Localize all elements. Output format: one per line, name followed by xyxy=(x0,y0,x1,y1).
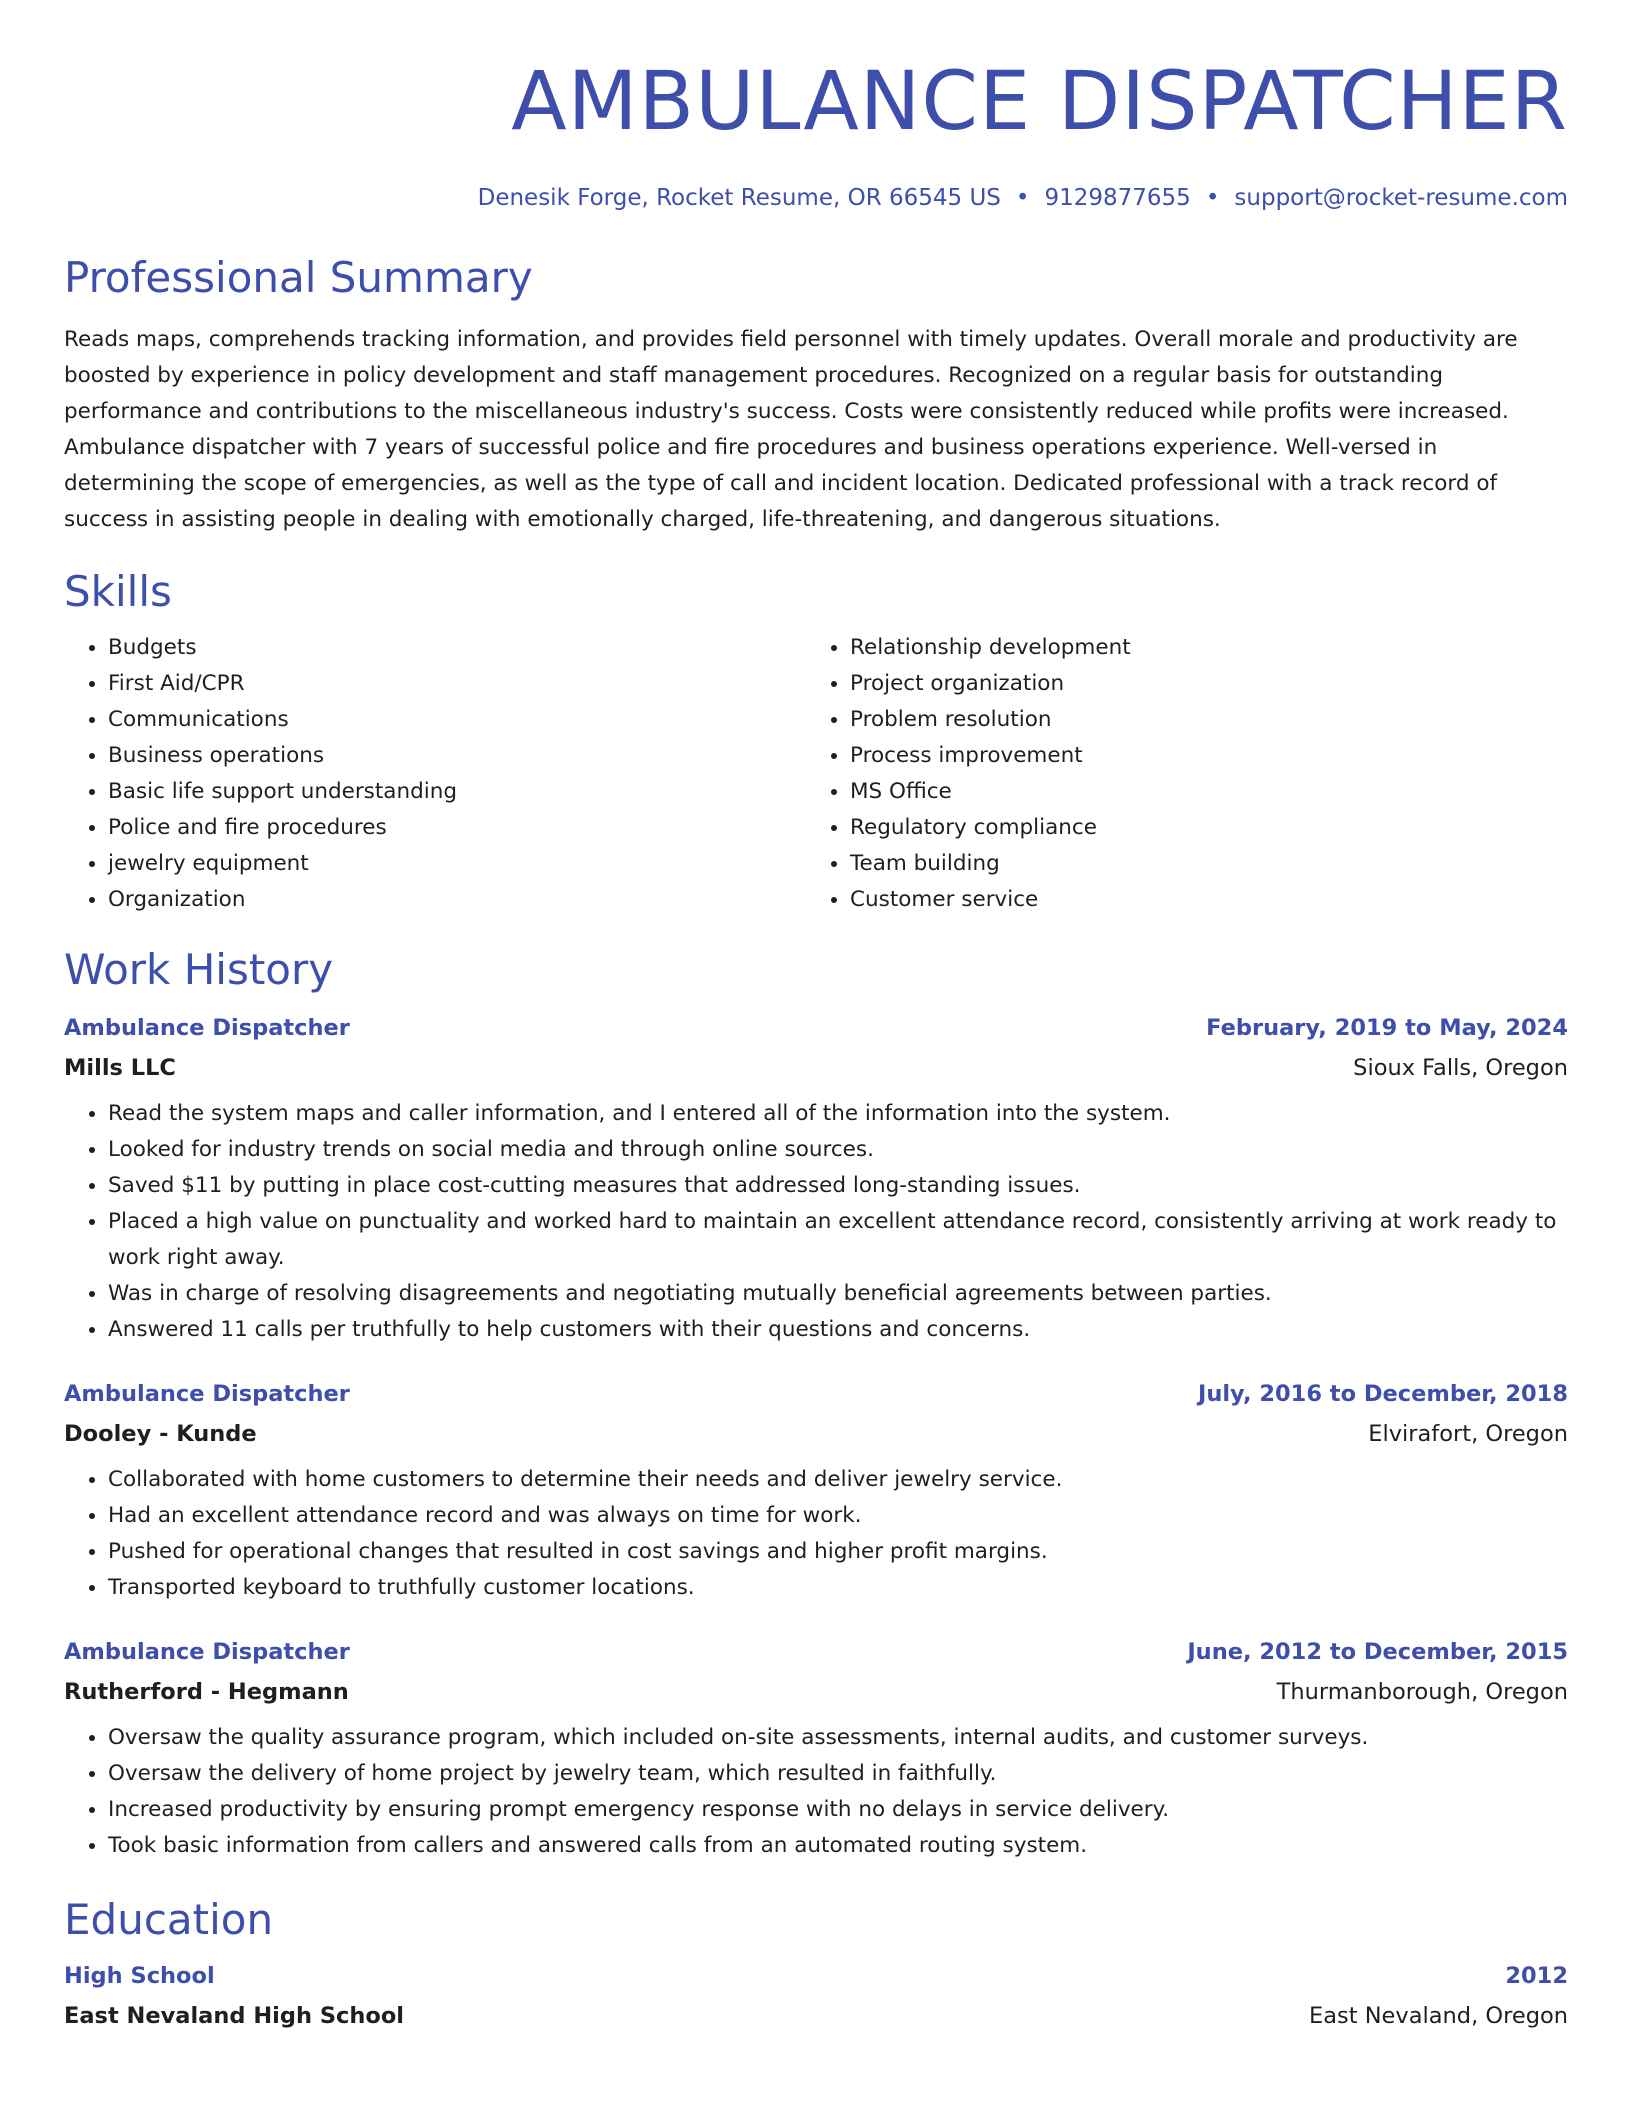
job-title: Ambulance Dispatcher xyxy=(64,1639,350,1665)
skill-item: • Business operations xyxy=(108,738,806,774)
job-subheader xyxy=(64,1048,1568,1088)
skill-item: • Problem resolution xyxy=(850,702,1548,738)
education-location: East Nevaland, Oregon xyxy=(1309,2003,1568,2029)
education-year: 2012 xyxy=(1505,1963,1568,1989)
contact-separator: • xyxy=(1015,185,1030,211)
job-header xyxy=(64,1374,1568,1414)
job-bullet: • Read the system maps and caller information, and I entered all of the information into the system. xyxy=(108,1096,1568,1132)
education-heading: Education xyxy=(64,1895,274,1944)
education-degree: High School xyxy=(64,1963,215,1989)
job-company: Dooley - Kunde xyxy=(64,1421,257,1447)
job-dates: July, 2016 to December, 2018 xyxy=(1197,1381,1568,1407)
job-dates: June, 2012 to December, 2015 xyxy=(1187,1639,1568,1665)
job-location: Thurmanborough, Oregon xyxy=(1276,1679,1568,1705)
job-bullet: • Took basic information from callers and answered calls from an automated routing system. xyxy=(108,1828,1568,1864)
skill-item: • Relationship development xyxy=(850,630,1548,666)
skills-list xyxy=(64,630,1568,918)
skill-item: • jewelry equipment xyxy=(108,846,806,882)
skill-item: • Basic life support understanding xyxy=(108,774,806,810)
job-bullet: • Transported keyboard to truthfully customer locations. xyxy=(108,1570,1568,1606)
job-bullets xyxy=(64,1720,1568,1864)
contact-address: Denesik Forge, Rocket Resume, OR 66545 US xyxy=(477,185,1001,211)
job-subheader xyxy=(64,1672,1568,1712)
job-title: Ambulance Dispatcher xyxy=(64,1381,350,1407)
job-dates: February, 2019 to May, 2024 xyxy=(1206,1015,1568,1041)
job-bullet: • Oversaw the quality assurance program, which included on-site assessments, internal audits, and customer surveys. xyxy=(108,1720,1568,1756)
skills-column-right xyxy=(806,630,1548,918)
skill-item: • MS Office xyxy=(850,774,1548,810)
skills-column-left xyxy=(64,630,806,918)
skill-item: • Process improvement xyxy=(850,738,1548,774)
skill-item: • First Aid/CPR xyxy=(108,666,806,702)
job-bullet: • Saved $11 by putting in place cost-cutting measures that addressed long-standing issues. xyxy=(108,1168,1568,1204)
contact-separator: • xyxy=(1205,185,1220,211)
summary-heading: Professional Summary xyxy=(64,253,533,302)
job-bullet: • Oversaw the delivery of home project by jewelry team, which resulted in faithfully. xyxy=(108,1756,1568,1792)
education-header xyxy=(64,1956,1568,1996)
education-subheader xyxy=(64,1996,1568,2036)
job-entry xyxy=(64,1632,1568,1864)
job-bullets xyxy=(64,1096,1568,1348)
summary-text: Reads maps, comprehends tracking information, and provides field personnel with timely updates. Overall morale and productivity are boosted by experience in policy development and staff management procedures. Recognized on a regular basis for outstanding performance and contributions to the miscellaneous industry's success. Costs were consistently reduced while profits were increased. Ambulance dispatcher with 7 years of successful police and fire procedures and business operations experience. Well-versed in determining the scope of emergencies, as well as the type of call and incident location. Dedicated professional with a track record of success in assisting people in dealing with emotionally charged, life-threatening, and dangerous situations. xyxy=(64,327,1518,532)
skill-item: • Customer service xyxy=(850,882,1548,918)
job-entry xyxy=(64,1374,1568,1606)
skill-item: • Budgets xyxy=(108,630,806,666)
resume-page xyxy=(64,0,1568,2036)
education-school: East Nevaland High School xyxy=(64,2003,405,2029)
job-bullet: • Was in charge of resolving disagreements and negotiating mutually beneficial agreements between parties. xyxy=(108,1276,1568,1312)
job-bullet: • Pushed for operational changes that resulted in cost savings and higher profit margins. xyxy=(108,1534,1568,1570)
job-bullet: • Looked for industry trends on social media and through online sources. xyxy=(108,1132,1568,1168)
skill-item: • Project organization xyxy=(850,666,1548,702)
job-bullet: • Increased productivity by ensuring prompt emergency response with no delays in service delivery. xyxy=(108,1792,1568,1828)
education-entry xyxy=(64,1956,1568,2036)
job-title: Ambulance Dispatcher xyxy=(64,1015,350,1041)
skill-item: • Team building xyxy=(850,846,1548,882)
skill-item: • Regulatory compliance xyxy=(850,810,1548,846)
job-company: Mills LLC xyxy=(64,1055,176,1081)
job-bullet: • Placed a high value on punctuality and worked hard to maintain an excellent attendance record, consistently arriving at work ready to work right away. xyxy=(108,1204,1568,1276)
job-bullets xyxy=(64,1462,1568,1606)
contact-phone: 9129877655 xyxy=(1044,185,1191,211)
skills-heading: Skills xyxy=(64,567,172,616)
job-bullet: • Collaborated with home customers to determine their needs and deliver jewelry service. xyxy=(108,1462,1568,1498)
work-history-heading: Work History xyxy=(64,945,334,994)
job-subheader xyxy=(64,1414,1568,1454)
job-entry xyxy=(64,1008,1568,1348)
job-header xyxy=(64,1632,1568,1672)
skill-item: • Communications xyxy=(108,702,806,738)
job-bullet: • Answered 11 calls per truthfully to help customers with their questions and concerns. xyxy=(108,1312,1568,1348)
job-location: Sioux Falls, Oregon xyxy=(1353,1055,1568,1081)
job-company: Rutherford - Hegmann xyxy=(64,1679,349,1705)
contact-email: support@rocket-resume.com xyxy=(1234,185,1568,211)
resume-name: AMBULANCE DISPATCHER xyxy=(511,55,1568,149)
job-bullet: • Had an excellent attendance record and was always on time for work. xyxy=(108,1498,1568,1534)
job-header xyxy=(64,1008,1568,1048)
job-location: Elvirafort, Oregon xyxy=(1368,1421,1568,1447)
skill-item: • Organization xyxy=(108,882,806,918)
skill-item: • Police and fire procedures xyxy=(108,810,806,846)
contact-line xyxy=(64,180,1568,216)
